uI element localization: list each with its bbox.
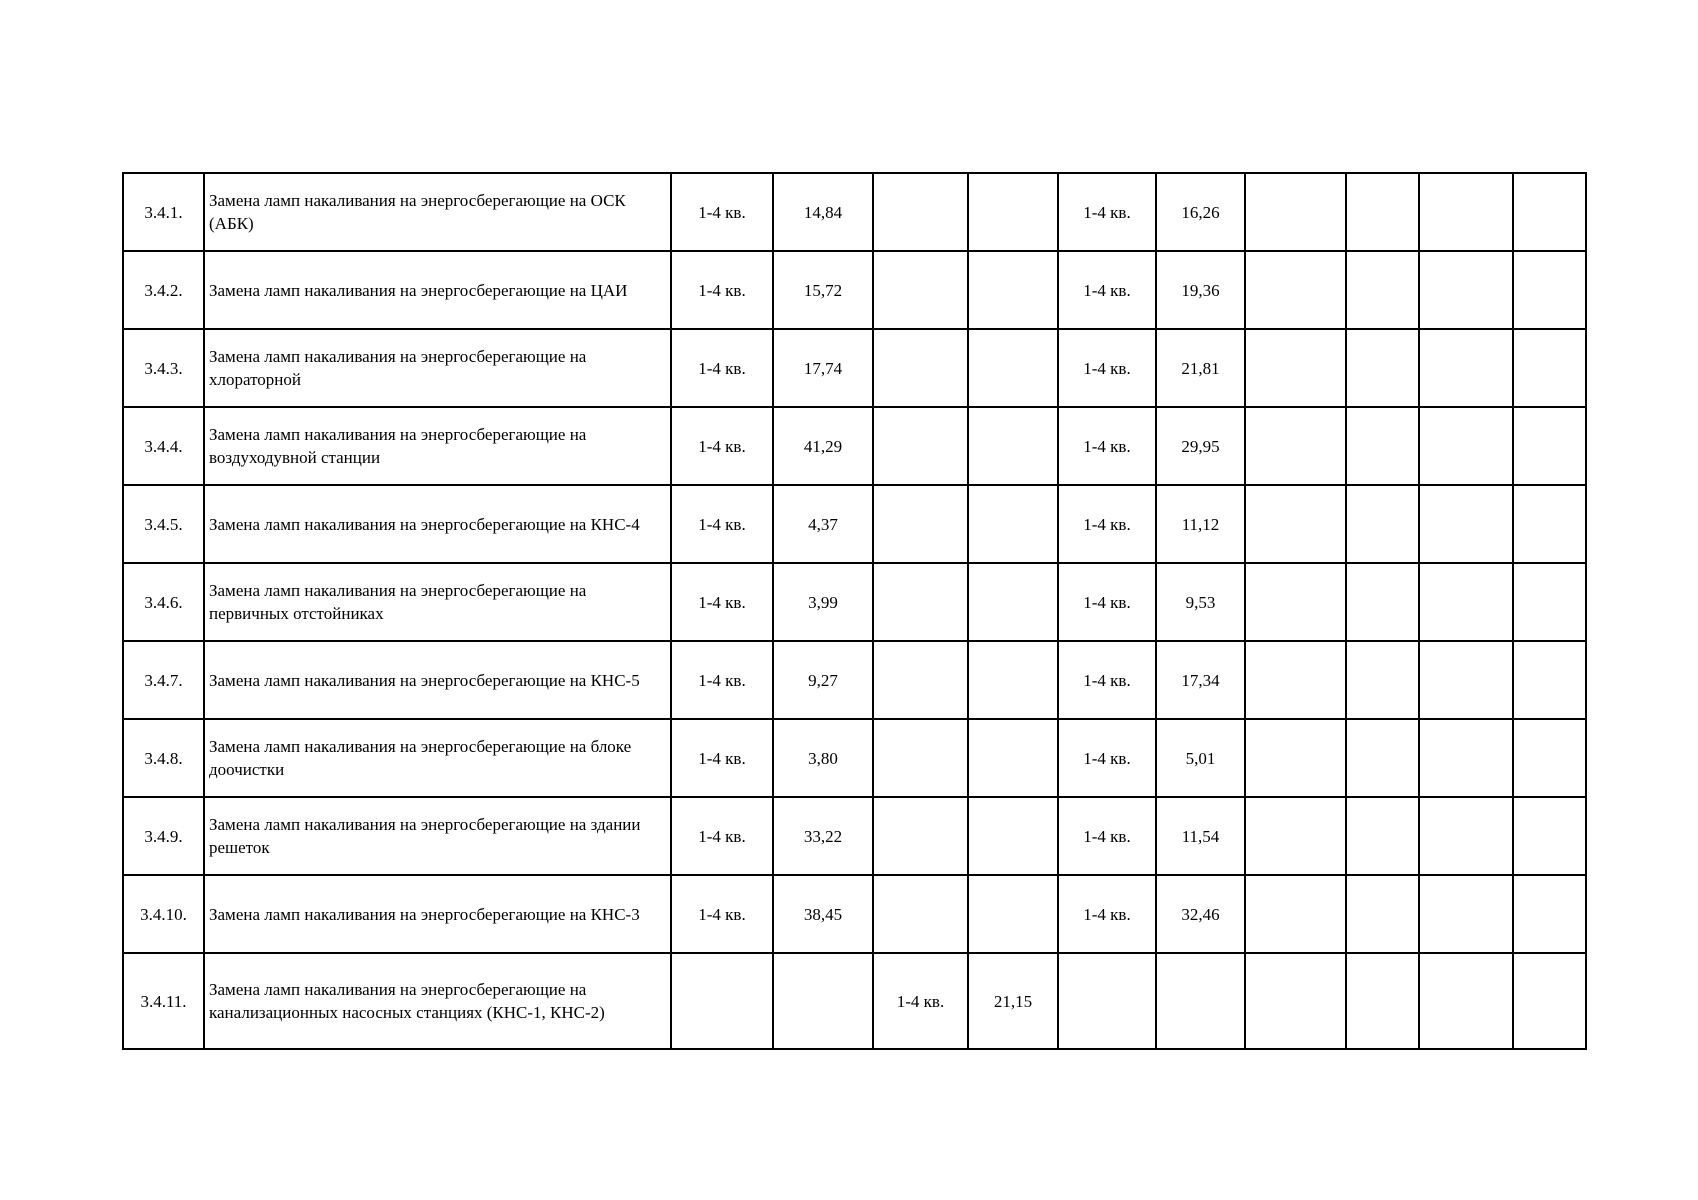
value-cell-3: 17,34 <box>1156 641 1245 719</box>
value-cell-1: 3,80 <box>773 719 873 797</box>
value-cell-3: 16,26 <box>1156 173 1245 251</box>
empty-cell <box>1419 953 1513 1049</box>
item-description: Замена ламп накаливания на энергосберегающие на КНС-4 <box>204 485 671 563</box>
period-cell-3: 1-4 кв. <box>1058 407 1156 485</box>
item-number: 3.4.10. <box>123 875 204 953</box>
period-cell-2 <box>873 797 968 875</box>
item-number: 3.4.5. <box>123 485 204 563</box>
table-row <box>123 953 1586 1049</box>
value-cell-1: 41,29 <box>773 407 873 485</box>
empty-cell <box>1245 797 1346 875</box>
value-cell-2 <box>968 797 1058 875</box>
period-cell-2 <box>873 251 968 329</box>
table-row <box>123 407 1586 485</box>
period-cell-1: 1-4 кв. <box>671 641 773 719</box>
table-row <box>123 875 1586 953</box>
item-number: 3.4.3. <box>123 329 204 407</box>
empty-cell <box>1245 641 1346 719</box>
empty-cell <box>1419 797 1513 875</box>
value-cell-3: 32,46 <box>1156 875 1245 953</box>
period-cell-2 <box>873 407 968 485</box>
item-number: 3.4.6. <box>123 563 204 641</box>
period-cell-2: 1-4 кв. <box>873 953 968 1049</box>
period-cell-1: 1-4 кв. <box>671 251 773 329</box>
period-cell-1: 1-4 кв. <box>671 173 773 251</box>
value-cell-1 <box>773 953 873 1049</box>
value-cell-1: 33,22 <box>773 797 873 875</box>
empty-cell <box>1419 329 1513 407</box>
value-cell-1: 3,99 <box>773 563 873 641</box>
empty-cell <box>1513 251 1586 329</box>
period-cell-3: 1-4 кв. <box>1058 173 1156 251</box>
empty-cell <box>1513 563 1586 641</box>
value-cell-1: 15,72 <box>773 251 873 329</box>
period-cell-1: 1-4 кв. <box>671 407 773 485</box>
period-cell-1 <box>671 953 773 1049</box>
period-cell-2 <box>873 173 968 251</box>
empty-cell <box>1245 875 1346 953</box>
empty-cell <box>1245 173 1346 251</box>
value-cell-2 <box>968 329 1058 407</box>
period-cell-2 <box>873 719 968 797</box>
item-number: 3.4.1. <box>123 173 204 251</box>
table-row <box>123 251 1586 329</box>
table-row <box>123 173 1586 251</box>
item-description: Замена ламп накаливания на энергосберегающие на ЦАИ <box>204 251 671 329</box>
item-description: Замена ламп накаливания на энергосберегающие на канализационных насосных станциях (КНС-1, КНС-2) <box>204 953 671 1049</box>
empty-cell <box>1245 407 1346 485</box>
value-cell-1: 17,74 <box>773 329 873 407</box>
empty-cell <box>1245 563 1346 641</box>
period-cell-1: 1-4 кв. <box>671 797 773 875</box>
period-cell-1: 1-4 кв. <box>671 719 773 797</box>
empty-cell <box>1513 875 1586 953</box>
value-cell-2 <box>968 407 1058 485</box>
period-cell-1: 1-4 кв. <box>671 875 773 953</box>
empty-cell <box>1419 719 1513 797</box>
empty-cell <box>1346 719 1419 797</box>
value-cell-3: 21,81 <box>1156 329 1245 407</box>
item-description: Замена ламп накаливания на энергосберегающие на блоке доочистки <box>204 719 671 797</box>
item-number: 3.4.2. <box>123 251 204 329</box>
item-description: Замена ламп накаливания на энергосберегающие на хлораторной <box>204 329 671 407</box>
table-body <box>123 173 1586 1049</box>
item-number: 3.4.4. <box>123 407 204 485</box>
table-row <box>123 641 1586 719</box>
table-row <box>123 329 1586 407</box>
period-cell-1: 1-4 кв. <box>671 329 773 407</box>
measures-table <box>122 172 1587 1050</box>
table-row <box>123 563 1586 641</box>
empty-cell <box>1346 329 1419 407</box>
value-cell-1: 4,37 <box>773 485 873 563</box>
value-cell-3: 11,54 <box>1156 797 1245 875</box>
empty-cell <box>1245 485 1346 563</box>
empty-cell <box>1419 875 1513 953</box>
period-cell-1: 1-4 кв. <box>671 563 773 641</box>
period-cell-2 <box>873 641 968 719</box>
value-cell-1: 9,27 <box>773 641 873 719</box>
empty-cell <box>1419 251 1513 329</box>
empty-cell <box>1346 407 1419 485</box>
empty-cell <box>1245 719 1346 797</box>
value-cell-2 <box>968 251 1058 329</box>
value-cell-3: 5,01 <box>1156 719 1245 797</box>
empty-cell <box>1513 797 1586 875</box>
period-cell-2 <box>873 875 968 953</box>
item-description: Замена ламп накаливания на энергосберегающие на первичных отстойниках <box>204 563 671 641</box>
empty-cell <box>1513 173 1586 251</box>
empty-cell <box>1513 407 1586 485</box>
period-cell-3: 1-4 кв. <box>1058 329 1156 407</box>
empty-cell <box>1513 329 1586 407</box>
value-cell-3 <box>1156 953 1245 1049</box>
item-number: 3.4.8. <box>123 719 204 797</box>
empty-cell <box>1419 407 1513 485</box>
empty-cell <box>1346 797 1419 875</box>
item-number: 3.4.7. <box>123 641 204 719</box>
value-cell-2 <box>968 719 1058 797</box>
item-description: Замена ламп накаливания на энергосберегающие на КНС-5 <box>204 641 671 719</box>
empty-cell <box>1419 173 1513 251</box>
value-cell-2 <box>968 485 1058 563</box>
value-cell-3: 11,12 <box>1156 485 1245 563</box>
item-description: Замена ламп накаливания на энергосберегающие на ОСК (АБК) <box>204 173 671 251</box>
value-cell-3: 19,36 <box>1156 251 1245 329</box>
item-description: Замена ламп накаливания на энергосберегающие на здании решеток <box>204 797 671 875</box>
table-row <box>123 485 1586 563</box>
value-cell-2 <box>968 563 1058 641</box>
empty-cell <box>1419 485 1513 563</box>
value-cell-2 <box>968 875 1058 953</box>
period-cell-3: 1-4 кв. <box>1058 641 1156 719</box>
empty-cell <box>1346 953 1419 1049</box>
empty-cell <box>1346 641 1419 719</box>
empty-cell <box>1513 719 1586 797</box>
period-cell-2 <box>873 485 968 563</box>
value-cell-1: 14,84 <box>773 173 873 251</box>
empty-cell <box>1346 251 1419 329</box>
empty-cell <box>1346 485 1419 563</box>
period-cell-3: 1-4 кв. <box>1058 485 1156 563</box>
value-cell-2 <box>968 173 1058 251</box>
table-row <box>123 719 1586 797</box>
item-number: 3.4.11. <box>123 953 204 1049</box>
period-cell-2 <box>873 563 968 641</box>
period-cell-3: 1-4 кв. <box>1058 563 1156 641</box>
value-cell-2: 21,15 <box>968 953 1058 1049</box>
empty-cell <box>1346 563 1419 641</box>
value-cell-2 <box>968 641 1058 719</box>
period-cell-3: 1-4 кв. <box>1058 251 1156 329</box>
value-cell-1: 38,45 <box>773 875 873 953</box>
empty-cell <box>1245 329 1346 407</box>
empty-cell <box>1513 641 1586 719</box>
period-cell-3: 1-4 кв. <box>1058 797 1156 875</box>
period-cell-3: 1-4 кв. <box>1058 719 1156 797</box>
item-description: Замена ламп накаливания на энергосберегающие на воздуходувной станции <box>204 407 671 485</box>
empty-cell <box>1513 953 1586 1049</box>
empty-cell <box>1245 953 1346 1049</box>
empty-cell <box>1419 641 1513 719</box>
item-description: Замена ламп накаливания на энергосберегающие на КНС-3 <box>204 875 671 953</box>
table-row <box>123 797 1586 875</box>
empty-cell <box>1513 485 1586 563</box>
empty-cell <box>1245 251 1346 329</box>
item-number: 3.4.9. <box>123 797 204 875</box>
empty-cell <box>1346 173 1419 251</box>
empty-cell <box>1419 563 1513 641</box>
period-cell-2 <box>873 329 968 407</box>
period-cell-3 <box>1058 953 1156 1049</box>
period-cell-3: 1-4 кв. <box>1058 875 1156 953</box>
empty-cell <box>1346 875 1419 953</box>
value-cell-3: 9,53 <box>1156 563 1245 641</box>
period-cell-1: 1-4 кв. <box>671 485 773 563</box>
value-cell-3: 29,95 <box>1156 407 1245 485</box>
